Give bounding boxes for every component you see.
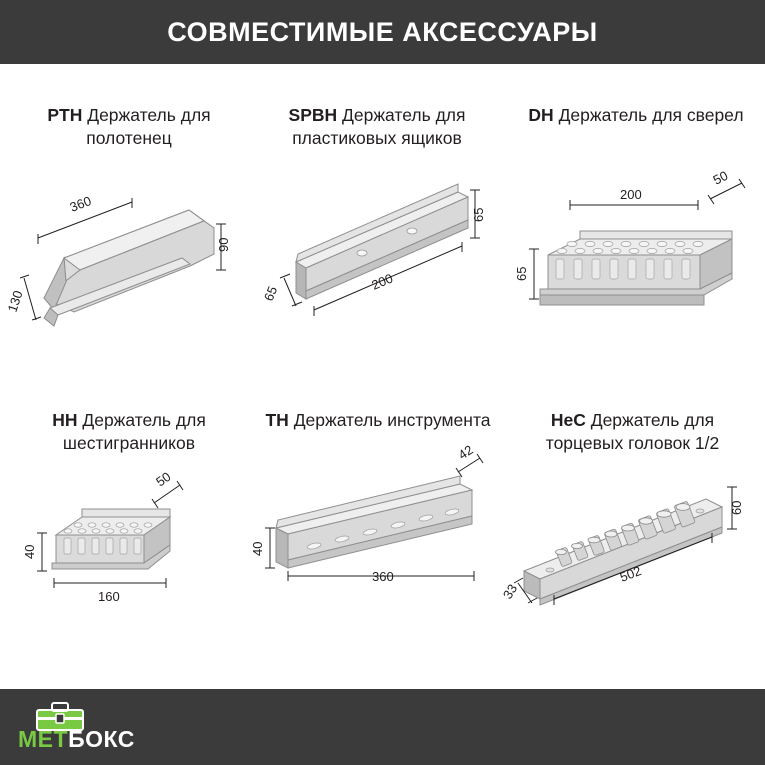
- product-drawing-dh: [514, 127, 752, 302]
- dim-spbh-65-d: 65: [260, 284, 281, 304]
- product-code-dh: DH: [528, 105, 554, 125]
- dim-th-42: 42: [455, 442, 476, 463]
- product-code-pth: PTH: [47, 105, 83, 125]
- dim-hec-60: 60: [729, 500, 744, 515]
- dim-dh-65: 65: [514, 266, 529, 281]
- brand-name: [18, 726, 135, 753]
- brand-logo[interactable]: [12, 696, 172, 758]
- th-svg: [250, 432, 494, 584]
- product-title-th: [262, 409, 494, 432]
- product-code-hec: HeC: [550, 410, 586, 430]
- product-card-pth: [4, 104, 244, 340]
- brand-name-part1: МЕТ: [18, 726, 69, 752]
- product-name-th: Держатель инструмента: [293, 410, 491, 430]
- page-footer: [0, 689, 765, 765]
- product-drawing-spbh: [262, 150, 492, 325]
- dim-hh-160: 160: [98, 589, 120, 604]
- dim-pth-130: 130: [4, 288, 26, 314]
- product-name-pth: Держатель для полотенец: [86, 105, 211, 148]
- product-title-hh: [14, 409, 244, 455]
- spbh-svg: [262, 150, 492, 325]
- product-code-th: TH: [265, 410, 289, 430]
- page-header: [0, 0, 765, 64]
- product-name-hh: Держатель для шестигранников: [62, 410, 206, 453]
- dim-dh-200: 200: [620, 187, 642, 202]
- pth-svg: [4, 150, 244, 340]
- brand-name-part2: БОКС: [68, 726, 135, 752]
- dim-pth-360: 360: [67, 193, 94, 215]
- dim-dh-50: 50: [710, 167, 731, 188]
- dim-hh-50: 50: [153, 468, 174, 490]
- hec-svg: [499, 455, 755, 605]
- product-card-th: [250, 409, 494, 584]
- product-drawing-hh: [14, 455, 244, 605]
- product-title-dh: [520, 104, 752, 127]
- dim-hh-40: 40: [22, 544, 37, 559]
- product-card-hh: [14, 409, 244, 605]
- dh-svg: [514, 127, 752, 302]
- dim-spbh-65-h: 65: [471, 207, 486, 222]
- product-title-hec: [510, 409, 755, 455]
- product-code-spbh: SPBH: [288, 105, 338, 125]
- product-grid: [0, 64, 765, 689]
- product-code-hh: HH: [52, 410, 78, 430]
- product-card-spbh: [262, 104, 492, 325]
- product-drawing-th: [250, 432, 494, 584]
- page-title: СОВМЕСТИМЫЕ АКСЕССУАРЫ: [167, 16, 598, 47]
- product-name-dh: Держатель для сверел: [558, 105, 744, 125]
- dim-hec-33: 33: [499, 581, 521, 602]
- product-drawing-pth: [4, 150, 244, 340]
- dim-th-360: 360: [372, 569, 394, 584]
- product-name-hec: Держатель для торцевых головок 1/2: [545, 410, 720, 453]
- dim-spbh-200: 200: [369, 270, 396, 293]
- product-card-hec: [499, 409, 755, 605]
- dim-th-40: 40: [250, 541, 265, 556]
- dim-hec-502: 502: [617, 563, 644, 585]
- dim-pth-90: 90: [216, 237, 231, 252]
- hh-svg: [14, 455, 244, 605]
- product-name-spbh: Держатель для пластиковых ящиков: [292, 105, 466, 148]
- product-card-dh: [514, 104, 752, 302]
- product-drawing-hec: [499, 455, 755, 605]
- product-title-spbh: [262, 104, 492, 150]
- product-title-pth: [14, 104, 244, 150]
